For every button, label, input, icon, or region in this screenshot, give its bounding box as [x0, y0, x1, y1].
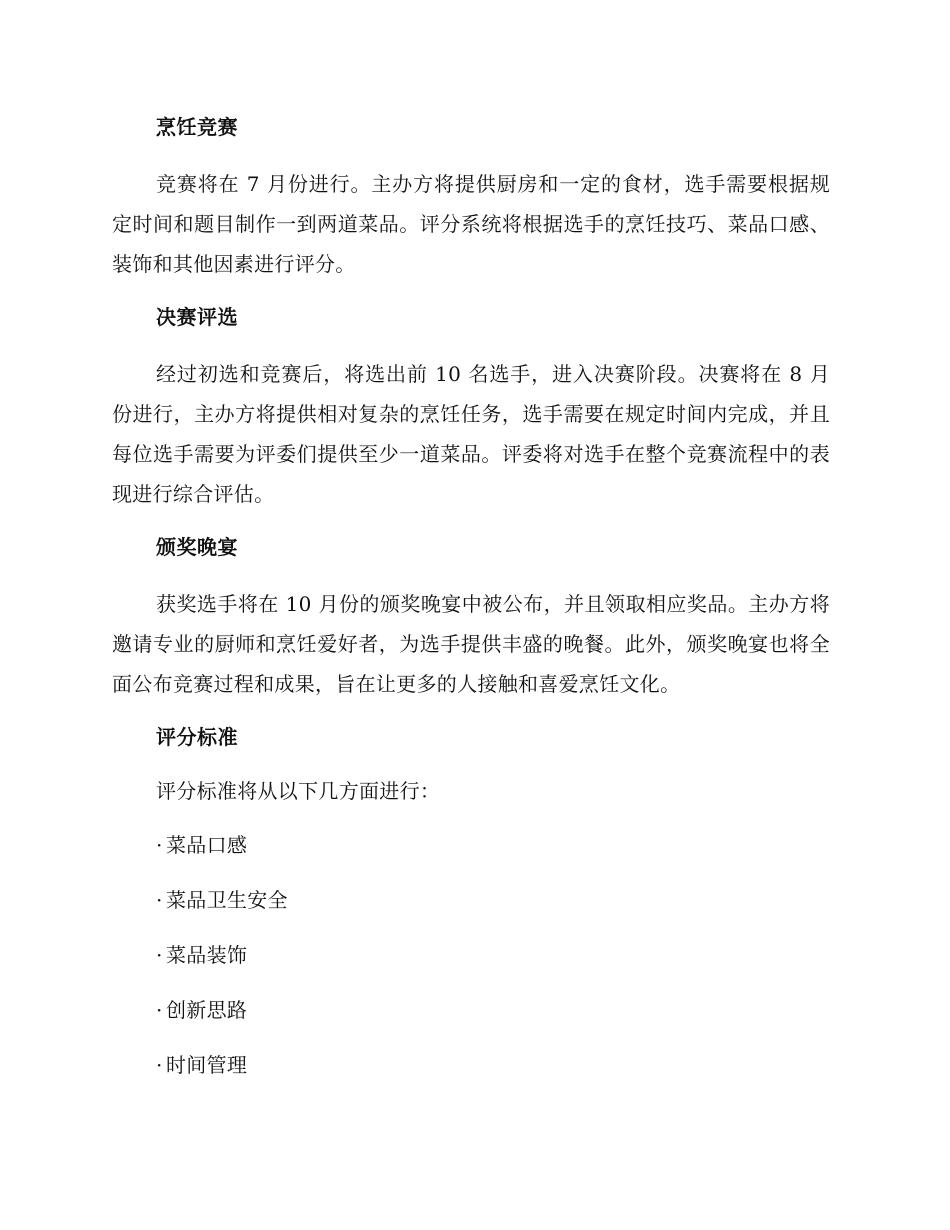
section-body-award-banquet: 获奖选手将在 10 月份的颁奖晚宴中被公布，并且领取相应奖品。主办方将邀请专业的厨师和烹饪爱好者，为选手提供丰盛的晚餐。此外，颁奖晚宴也将全面公布竞赛过程和成果，旨在让更多的人接触和喜爱烹饪文化。 — [112, 592, 830, 696]
section-heading-award-banquet: 颁奖晚宴 — [156, 535, 238, 559]
list-item — [156, 828, 830, 862]
list-item — [156, 883, 830, 917]
list-item — [156, 1048, 830, 1082]
section-heading-cooking-competition: 烹饪竞赛 — [156, 115, 238, 139]
scoring-criteria-intro: 评分标准将从以下几方面进行： — [156, 779, 441, 803]
bullet-icon: · — [156, 888, 163, 912]
section-heading-final-selection: 决赛评选 — [156, 305, 238, 329]
document-content — [112, 110, 830, 1103]
section-body-final-selection: 经过初选和竞赛后，将选出前 10 名选手，进入决赛阶段。决赛将在 8 月份进行，主办方将提供相对复杂的烹饪任务，选手需要在规定时间内完成，并且每位选手需要为评委们提供至少一道菜品。评委将对选手在整个竞赛流程中的表现进行综合评估。 — [112, 362, 830, 506]
scoring-criteria-list — [112, 828, 830, 1082]
bullet-icon: · — [156, 1053, 163, 1077]
bullet-icon: · — [156, 833, 163, 857]
bullet-icon: · — [156, 943, 163, 967]
section-heading-scoring-criteria: 评分标准 — [156, 725, 238, 749]
bullet-icon: · — [156, 998, 163, 1022]
section-body-cooking-competition: 竞赛将在 7 月份进行。主办方将提供厨房和一定的食材，选手需要根据规定时间和题目制作一到两道菜品。评分系统将根据选手的烹饪技巧、菜品口感、装饰和其他因素进行评分。 — [112, 172, 830, 276]
list-item — [156, 938, 830, 972]
list-item-text: 菜品卫生安全 — [166, 888, 288, 912]
list-item-text: 菜品装饰 — [166, 943, 248, 967]
list-item-text: 菜品口感 — [166, 833, 248, 857]
list-item — [156, 993, 830, 1027]
list-item-text: 创新思路 — [166, 998, 248, 1022]
list-item-text: 时间管理 — [166, 1053, 248, 1077]
